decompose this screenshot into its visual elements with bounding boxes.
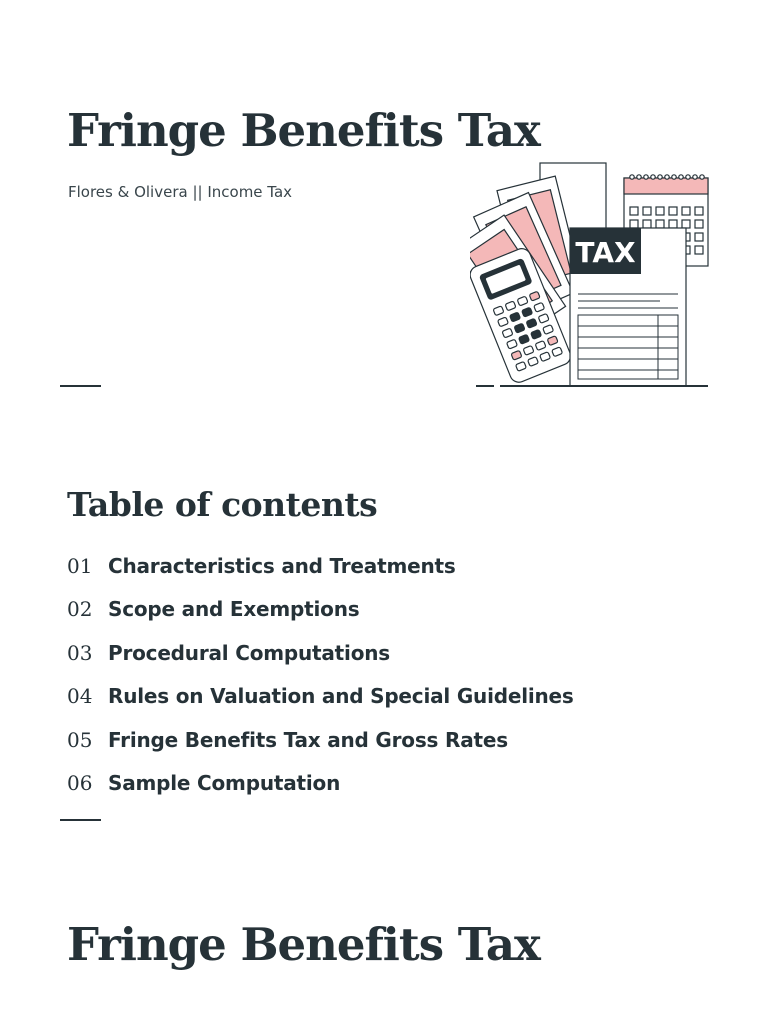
toc-item-number: 02 [67,597,93,622]
tax-illustration-icon [470,158,712,390]
toc-item-label: Scope and Exemptions [108,597,360,622]
toc-item[interactable] [67,675,667,719]
toc-list [67,544,667,805]
toc-item-number: 06 [67,771,93,796]
toc-divider [60,819,101,821]
toc-item[interactable] [67,588,667,632]
slide-title: Fringe Benefits Tax [67,104,540,157]
tax-tag-text: TAX [575,236,636,269]
slide-subtitle: Flores & Olivera || Income Tax [68,183,293,201]
toc-item[interactable] [67,631,667,675]
toc-item-label: Characteristics and Treatments [108,553,456,578]
toc-item[interactable] [67,544,667,588]
toc-item-number: 03 [67,640,93,665]
toc-item-number: 05 [67,727,93,752]
toc-item-number: 04 [67,684,93,709]
toc-item[interactable] [67,718,667,762]
toc-item-number: 01 [67,553,93,578]
title-divider [60,385,101,387]
toc-item-label: Rules on Valuation and Special Guidelines [108,684,574,709]
toc-item-label: Sample Computation [108,771,341,796]
toc-title: Table of contents [67,485,378,524]
section-title: Fringe Benefits Tax [67,918,540,971]
toc-item[interactable] [67,762,667,806]
toc-item-label: Procedural Computations [108,640,390,665]
toc-item-label: Fringe Benefits Tax and Gross Rates [108,727,508,752]
